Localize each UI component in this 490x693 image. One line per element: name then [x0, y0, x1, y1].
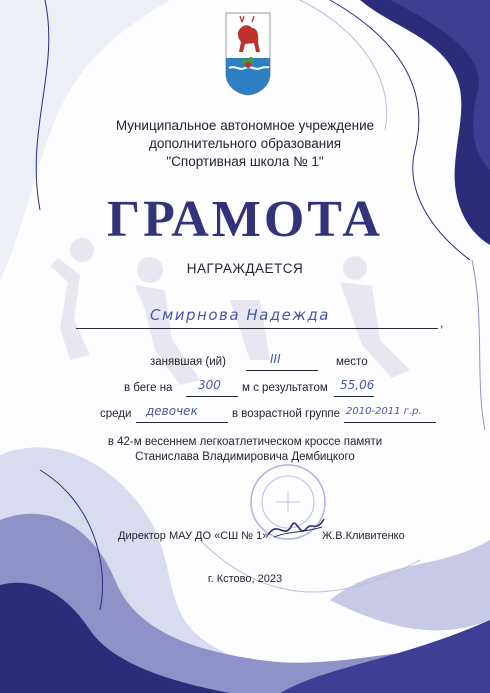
- city-year: г. Кстово, 2023: [207, 573, 283, 585]
- awarded-heading: НАГРАЖДАЕТСЯ: [186, 261, 304, 276]
- group-underline: [136, 422, 228, 423]
- years-underline: [344, 422, 436, 423]
- place-label: занявшая (ий): [150, 356, 226, 368]
- director-position: Директор МАУ ДО «СШ № 1»: [118, 530, 269, 542]
- result-underline: [334, 396, 374, 397]
- institution-line-3: "Спортивная школа № 1": [166, 154, 324, 169]
- place-value: III: [270, 352, 281, 366]
- distance-underline: [186, 396, 238, 397]
- category-group: девочек: [146, 404, 198, 418]
- recipient-comma: ,: [440, 316, 444, 330]
- race-unit: м с результатом: [242, 382, 328, 394]
- category-prefix: среди: [100, 408, 132, 420]
- age-group-label: в возрастной группе: [232, 408, 341, 420]
- handwritten-signature-icon: [264, 511, 328, 545]
- director-name: Ж.В.Кливитенко: [322, 530, 405, 542]
- event-description: [0, 435, 490, 465]
- category-years: 2010-2011 г.р.: [346, 406, 422, 417]
- race-prefix: в беге на: [124, 382, 173, 394]
- certificate-title: ГРАМОТА: [107, 191, 383, 248]
- institution-name: [0, 117, 490, 171]
- institution-line-1: Муниципальное автономное учреждение: [115, 118, 375, 133]
- recipient-underline: [76, 328, 438, 329]
- race-distance: 300: [198, 378, 221, 392]
- recipient-name: Смирнова Надежда: [150, 306, 330, 324]
- race-result: 55,06: [340, 378, 375, 392]
- event-line-1: в 42-м весеннем легкоатлетическом кроссе памяти: [107, 436, 383, 448]
- institution-line-2: дополнительного образования: [148, 136, 342, 151]
- coat-of-arms-icon: [225, 12, 271, 96]
- place-suffix: место: [336, 356, 368, 368]
- place-underline: [246, 370, 318, 371]
- event-line-2: Станислава Владимировича Дембицкого: [135, 451, 355, 463]
